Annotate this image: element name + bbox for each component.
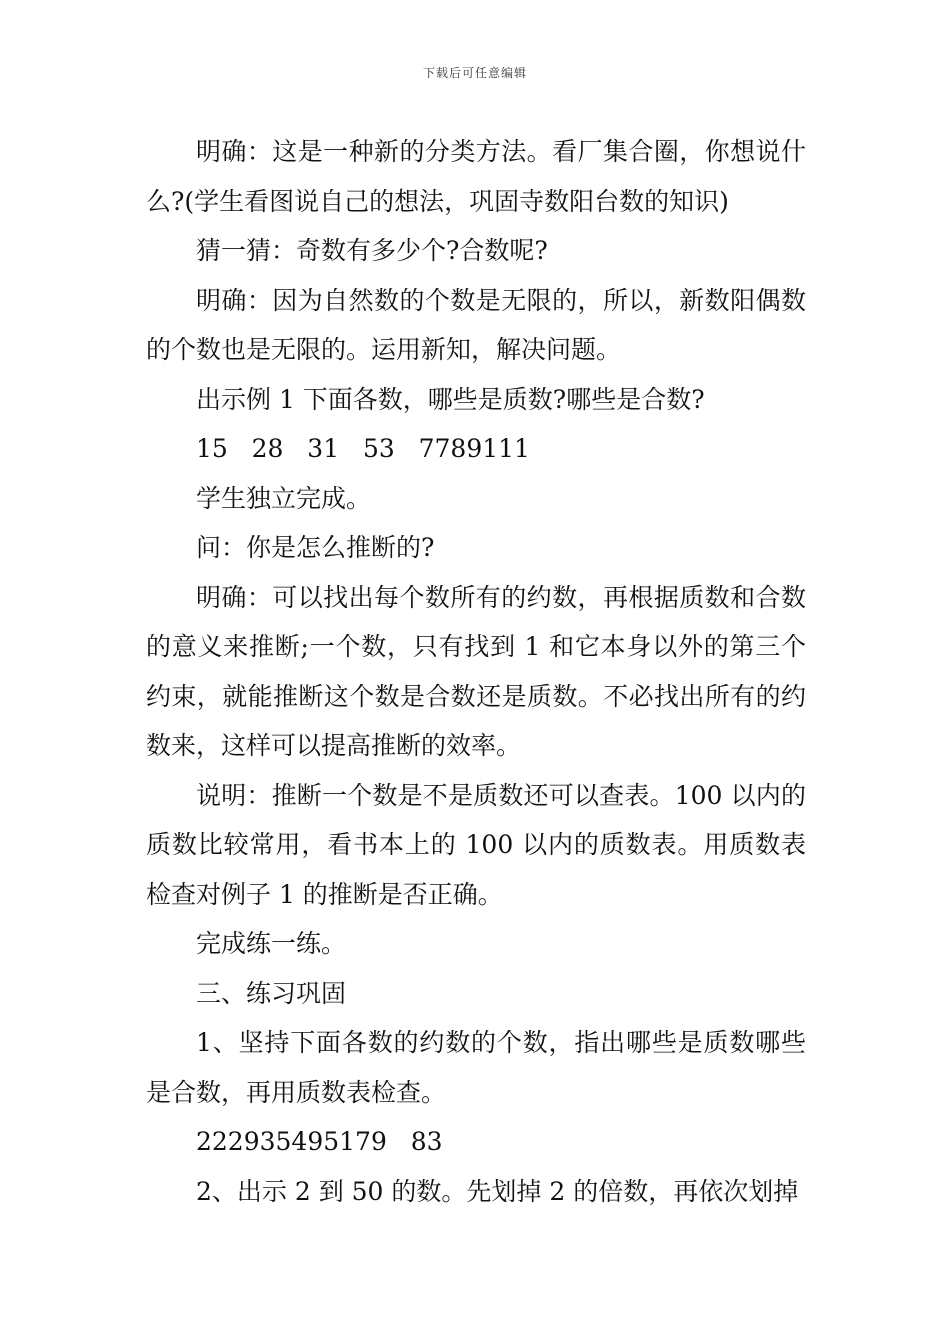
paragraph: 完成练一练。 bbox=[196, 929, 347, 958]
paragraph: 明确：因为自然数的个数是无限的，所以，新数阳偶数的个数也是无限的。运用新知，解决问题。 bbox=[146, 285, 806, 364]
document-body bbox=[146, 127, 806, 1216]
paragraph: 明确：可以找出每个数所有的约数，再根据质数和合数的意义来推断;一个数，只有找到 1 和它本身以外的第三个约束，就能推断这个数是合数还是质数。不必找出所有的约数来，这样可以提高推断的效率。 bbox=[146, 582, 806, 760]
paragraph: 2、出示 2 到 50 的数。先划掉 2 的倍数，再依次划掉 bbox=[196, 1176, 799, 1206]
paragraph: 猜一猜：奇数有多少个?合数呢? bbox=[196, 236, 548, 265]
paragraph: 问：你是怎么推断的? bbox=[196, 533, 435, 562]
number-list: 15 28 31 53 7789111 bbox=[196, 434, 530, 463]
paragraph: 说明：推断一个数是不是质数还可以查表。100 以内的质数比较常用，看书本上的 100 以内的质数表。用质数表检查对例子 1 的推断是否正确。 bbox=[146, 780, 806, 909]
paragraph: 学生独立完成。 bbox=[196, 483, 372, 513]
paragraph: 1、坚持下面各数的约数的个数，指出哪些是质数哪些是合数，再用质数表检查。 bbox=[146, 1028, 806, 1107]
paragraph: 明确：这是一种新的分类方法。看厂集合圈，你想说什么?(学生看图说自己的想法，巩固寺数阳台数的知识) bbox=[146, 137, 806, 216]
number-list: 222935495179 83 bbox=[196, 1127, 443, 1156]
paragraph: 出示例 1 下面各数，哪些是质数?哪些是合数? bbox=[196, 384, 705, 414]
section-heading: 三、练习巩固 bbox=[196, 978, 347, 1008]
page-header: 下载后可任意编辑 bbox=[422, 66, 527, 80]
